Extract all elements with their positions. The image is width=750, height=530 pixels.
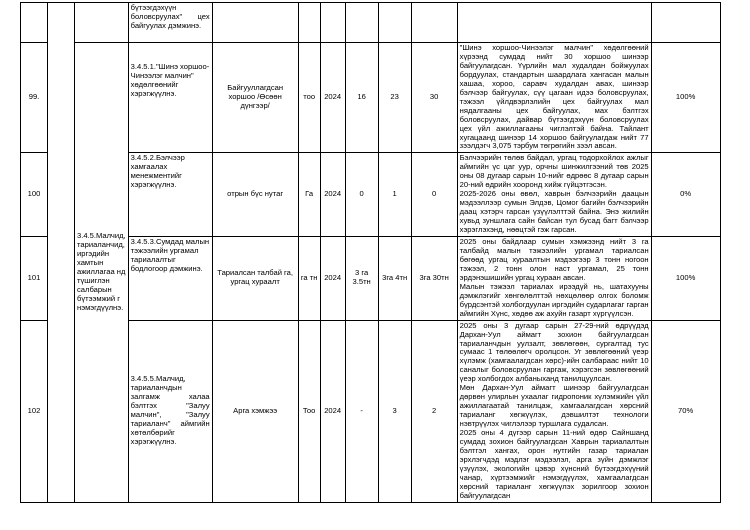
result-paragraph: Мөн Дархан-Уул аймагт шинээр байгуулагдсан дөрвөн улирлын ухаалаг гидропоник хүлэмжийн үйл ажиллагаатай танилцаж, хамгаалагдсан хөрсний тариаланг хөгжүүлэх, дэвшилтэт технологи нэвтрүүлэх чиглэлээр туршлага судалсан. [459,383,649,429]
baseline: 16 [345,43,378,153]
row-number: 100 [21,153,48,237]
actual [411,3,457,43]
plan-report-table [20,2,721,503]
target: 1 [378,153,411,237]
action-text: 3.4.5.5.Малчид, тариаланчдын залгамж халаа бэлтгэх "Залуу малчин", "Залуу тариаланч" аймгийн хөтөлбөрийг хэрэгжүүлнэ. [128,320,212,502]
unit: Га [298,153,320,237]
target: 3 [378,320,411,502]
indicator: Арга хэмжээ [212,320,298,502]
year: 2024 [320,320,345,502]
actual: 3га 30тн [411,237,457,321]
result-text [457,237,651,321]
unit: тоо [298,43,320,153]
unit [298,3,320,43]
year [320,3,345,43]
baseline: 3 га 3.5тн [345,237,378,321]
percent: 70% [651,320,720,502]
row-number: 101 [21,237,48,321]
table-row [21,43,721,153]
target [378,3,411,43]
percent: 0% [651,153,720,237]
action-text: 3.4.5.2.Бэлчээр хамгаалах менежментийг хэрэгжүүлнэ. [128,153,212,237]
unit: га тн [298,237,320,321]
percent: 100% [651,237,720,321]
baseline [345,3,378,43]
goal-cell [75,43,129,503]
action-text: 3.4.5.3.Сумдад малын тэжээлийн ургамал тариалалтыг бодлогоор дэмжинэ. [128,237,212,321]
actual: 0 [411,153,457,237]
target: 3га 4тн [378,237,411,321]
percent: 100% [651,43,720,153]
target: 23 [378,43,411,153]
result-text [457,153,651,237]
year: 2024 [320,43,345,153]
group-cell [48,3,75,503]
indicator: отрын бүс нутаг [212,153,298,237]
baseline: - [345,320,378,502]
result-paragraph: Малын тэжээл тариалах ирээдүй нь, шатахууны дэмжлэгийг хөнгөлөлттэй нөхцөлөөр олгох боломж бүрдсэнтэй холбогдуулан иргэдийн сударлагаг гарган аймгийн Хүнс, хөдөө аж ахуйн газарт хүргүүлсэн. [459,281,649,318]
action-text: 3.4.5.1."Шинэ хоршоо-Чинээлэг малчин" хөдөлгөөнийг хэрэгжүүлнэ. [128,43,212,153]
row-number [21,3,48,43]
year: 2024 [320,237,345,321]
result-paragraph: 2025 оны 4 дүгээр сарын 11-ний өдөр Сайншанд сумдад зохион байгуулагдсан Хаврын тариалалтын бэлтгэл хангах, орон нутгийн газар тариалан эрхлэгчдэд мэдлэг мэдээлэл, арга зүйн дэмжлэг үзүүлэх, экологийн цэвэр хүнсний бүтээгдэхүүний чанар, хүртээмжийг нэмэгдүүлэх, хамгаалагдсан хөрсний тариаланг хөгжүүлэх зорилгоор зохион байгуулагдсан [459,428,649,500]
result-paragraph: 2025-2026 оны өвөл, хаврын бэлчээрийн даацын мэдээллээр сумын Элдэв, Цомог багийн бэлчээрийн даац хэтэрч гарсан үзүүлэлттэй байна. Энэ жилийн хувьд зуншлага сайн байсан тул бусад багт бэлчээр хэрэглэхэнд, нөөцтэй гэж гарсан. [459,189,649,235]
action-text: бүтээгдэхүүн боловсруулах" цех байгуулах дэмжинэ. [128,3,212,43]
percent [651,3,720,43]
result-text [457,43,651,153]
indicator [212,3,298,43]
unit: Тоо [298,320,320,502]
table-row [21,3,721,43]
goal-text: 3.4.5.Малчид, тариаланчид, иргэдийн хамтын ажиллагаа нд түшиглэн салбарын бүтээмжий г нэмэгдүүлнэ. [77,231,126,312]
result-text [457,3,651,43]
actual: 2 [411,320,457,502]
result-paragraph: Бэлчээрийн төлөв байдал, ургац тодорхойлох ажлыг аймгийн үс цаг уур, орчны шинжилгээний төв 2025 оны 08 дугаар сарын 10-нийг өдрөөс 8 дугаар сарын 20-ний өдрийн хооронд хийж гүйцэтгэсэн. [459,153,649,190]
result-paragraph: 2025 оны байдлаар сумын хэмжээнд нийт 3 га талбайд малын тэжээлийн ургамал тариалсан бөгөөд ургац хураалтын мэдээгээр 3 тонн ногоон тэжээл, 2 тонн олон наст ургамал, 25 тонн эрдэнэшишийн ургац хураан авсан. [459,237,649,282]
goal-cell-continued [75,3,129,43]
row-number: 102 [21,320,48,502]
year: 2024 [320,153,345,237]
result-paragraph: "Шинэ хоршоо-Чинээлэг малчин" хөдөлгөөний хүрээнд сумдад нийт 30 хоршоо шинээр байгуулагдсан. Үүрлийн мал худалдан бойжуулах бордуулах, стандартын шаардлага хангасан малын хашаа, хороо, саравч худалдан авах, шинээр бэлчээр байгуулах, сүү цагаан идээ боловсруулах, тэжээл үйлдвэрлэлийн цех байгуулах мал нядалгааны цех байгуулах, мах бэлтгэх боловсруулах, дайвар бүтээгдэхүүн боловсруулах цех үйл ажиллагааны чиглэлтэй байна. Тайлант хугацаанд шинээр 14 хоршоо байгуулагдаж нийт 77 зээлдэгч 3,075 тэрбум төгрөгийн зээл авсан. [459,43,649,151]
indicator: Байгууллагдсан хоршоо /Өсөөн дүнгээр/ [212,43,298,153]
indicator: Тариалсан талбай га, ургац хураалт [212,237,298,321]
actual: 30 [411,43,457,153]
baseline: 0 [345,153,378,237]
result-paragraph: 2025 оны 3 дугаар сарын 27-29-ний өдрүүдэд Дархан-Уул аймагт зохион байгуулагдсан тариаланчдын уулзалт, зөвлөгөөн, сургалтад тус сумаас 1 төлөөлөгч оролцсон. Уг зөвлөгөөний үеэр хүлэмж (хамгаалагдсан хөрс)-ийн салбараас нийт 10 саналыг боловсруулан гаргаж, хэрэгсэн зөвлөгөөний үеэр холбогдох албаныханд танилцуулсан. [459,320,649,384]
row-number: 99. [21,43,48,153]
result-text [457,320,651,502]
